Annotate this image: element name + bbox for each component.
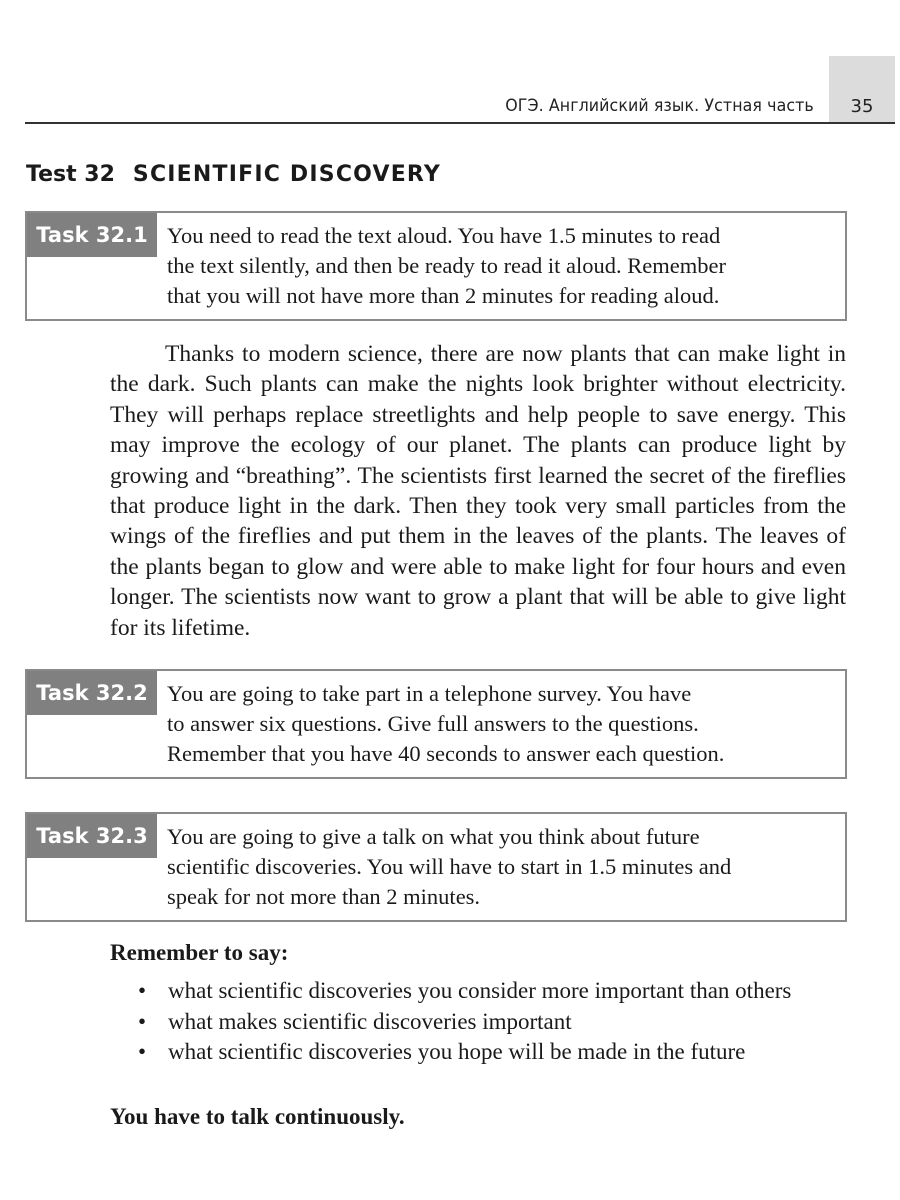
task-box-32-3 xyxy=(25,812,847,922)
task-line: You are going to give a talk on what you think about future xyxy=(167,824,700,849)
list-item: • what scientific discoveries you consider more important than others xyxy=(110,976,850,1007)
task-line: that you will not have more than 2 minutes for reading aloud. xyxy=(167,283,720,308)
remember-points xyxy=(110,976,850,1068)
list-item: • what scientific discoveries you hope will be made in the future xyxy=(110,1037,850,1068)
task-instructions xyxy=(167,679,829,769)
list-item: • what makes scientific discoveries important xyxy=(110,1007,850,1038)
test-title: SCIENTIFIC DISCOVERY xyxy=(132,162,442,187)
page-number: 35 xyxy=(850,96,874,117)
task-line: to answer six questions. Give full answers to the questions. xyxy=(167,711,699,736)
task-instructions xyxy=(167,822,829,912)
task-line: the text silently, and then be ready to read it aloud. Remember xyxy=(167,253,726,278)
reading-text: Thanks to modern science, there are now plants that can make light in the dark. Such plants can make the nights look brighter without electricity. They will perhaps replace streetlights and help people to save energy. This may improve the ecology of our planet. The plants can produce light by growing and “breathing”. The scientists first learned the secret of the fireflies that produce light in the dark. Then they took very small particles from the wings of the fireflies and put them in the leaves of the plants. The leaves of the plants began to glow and were able to make light for four hours and even longer. The scientists now want to grow a plant that will be able to give light for its lifetime. xyxy=(110,341,846,641)
task-label: Task 32.2 xyxy=(27,671,157,715)
task-line: You are going to take part in a telephone survey. You have xyxy=(167,681,692,706)
task-line: Remember that you have 40 seconds to answer each question. xyxy=(167,741,725,766)
task-box-32-1 xyxy=(25,211,847,321)
test-heading xyxy=(26,162,441,187)
task-label: Task 32.3 xyxy=(27,814,157,858)
task-box-32-2 xyxy=(25,669,847,779)
closing-instruction: You have to talk continuously. xyxy=(110,1104,405,1129)
header-rule xyxy=(25,122,895,124)
test-number: Test 32 xyxy=(26,162,115,187)
remember-title: Remember to say: xyxy=(110,940,289,965)
task-line: speak for not more than 2 minutes. xyxy=(167,884,481,909)
task-label: Task 32.1 xyxy=(27,213,157,257)
task-line: scientific discoveries. You will have to start in 1.5 minutes and xyxy=(167,854,732,879)
running-header: ОГЭ. Английский язык. Устная часть xyxy=(505,96,814,116)
task-instructions xyxy=(167,221,829,311)
task-line: You need to read the text aloud. You have 1.5 minutes to read xyxy=(167,223,721,248)
